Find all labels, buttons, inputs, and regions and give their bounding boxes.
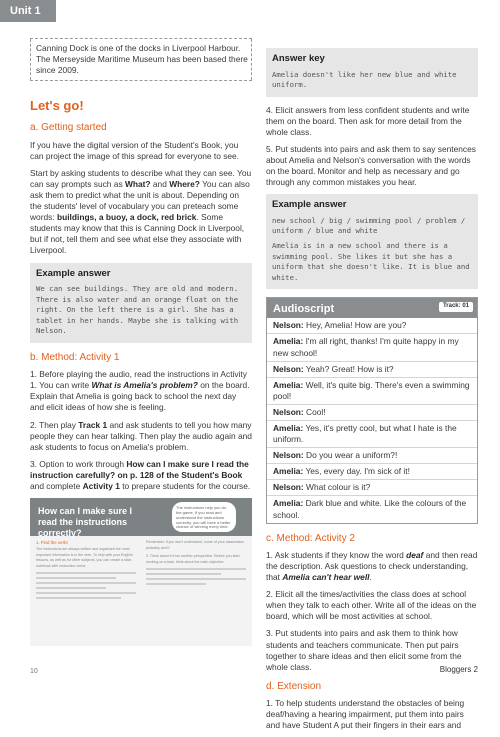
- audioscript-line: [267, 362, 477, 378]
- section-d-title: d. Extension: [266, 680, 322, 692]
- track-badge: Track: 01: [439, 302, 473, 312]
- section-c-p1: 1. Ask students if they know the word deaf and then read the description. Ask questions to check understanding, that Amelia can't hear well.: [266, 549, 478, 583]
- audioscript-title: Audioscript: [273, 303, 335, 316]
- speaker-line: What colour is it?: [306, 482, 371, 493]
- example-answer-2-title: Example answer: [272, 199, 347, 211]
- section-a-p2: Start by asking students to describe what they can see. You can say prompts such as What? and Where? You can also ask them to predict what the unit is about. Depending on the students' level of vocabulary you can preteach some words: buildings, a buoy, a dock, red brick. Some students may know that this is Canning Dock in Liverpool, but if not, tell them and see what else they associate with Liverpool.: [30, 167, 252, 256]
- example-answer-2-line1: new school / big / swimming pool / problem / uniform / blue and white: [272, 215, 466, 236]
- right-p5: 5. Put students into pairs and ask them to say sentences about Amelia and Nelson's conversation with the words on the board. Monitor and help as necessary and go through any common mistakes you hear.: [266, 143, 476, 188]
- audioscript-header: [267, 298, 477, 318]
- section-b-p2: 2. Then play Track 1 and ask students to tell you how many people they can hear talking. Then play the audio again and ask students to focus on Amelia's problem.: [30, 419, 252, 452]
- how-can-title: How can I make sure I read the instructions correctly? The instructions help you do the game. If you read and understand the instructions correctly, you will have a better chance of winning every time.: [30, 498, 252, 536]
- left-column: [30, 38, 252, 646]
- section-c-p3: 3. Put students into pairs and ask them to think how students and teachers communicate. Then put pairs together to share ideas and then elicit some from the whole class.: [266, 628, 462, 672]
- speaker-line: Yes, it's pretty cool, but what I hate is the uniform.: [273, 423, 457, 445]
- page-number: 10: [30, 668, 38, 675]
- speaker-line: Yeah? Great! How is it?: [305, 363, 394, 374]
- answer-key-text: Amelia doesn't like her new blue and white uniform.: [272, 69, 457, 90]
- how-can-bubble: The instructions help you do the game. If you read and understand the instructions correctly, you will have a better chance of winning every time.: [172, 502, 236, 532]
- speaker-name: Amelia:: [273, 379, 304, 390]
- audioscript-line: [267, 448, 477, 464]
- speaker-name: Amelia:: [273, 336, 304, 347]
- speaker-line: Well, it's quite big. There's even a swimming pool!: [273, 379, 470, 401]
- right-p4: 4. Elicit answers from less confident students and write them on the board. Then ask for more detail from the whole class.: [266, 104, 470, 137]
- example-answer-1: [30, 263, 252, 343]
- speaker-name: Nelson:: [273, 363, 304, 374]
- speaker-name: Amelia:: [273, 498, 304, 509]
- answer-key-box: [266, 48, 478, 97]
- how-can-col-1: 1. Find the verb! The instructions are always written and organised the most important information is in the verb. To help with your English lessons, as well as for other subjects, you can create a stick notebook with instruction verbs.: [36, 540, 136, 602]
- answer-key-title: Answer key: [272, 53, 325, 64]
- example-answer-1-text: We can see buildings. They are old and modern. There is also water and an orange float on the right. On the left there is a girl. She has a tablet in her hands. Maybe she is talking with Nelson.: [36, 284, 239, 336]
- speaker-line: Cool!: [306, 406, 326, 417]
- speaker-name: Nelson:: [273, 320, 304, 331]
- section-b-p3: 3. Option to work through How can I make sure I read the instruction carefully? on p. 128 of the Student's Book and complete Activity 1 to prepare students for the course.: [30, 458, 251, 492]
- speaker-name: Amelia:: [273, 466, 304, 477]
- section-b-title: b. Method: Activity 1: [30, 351, 120, 363]
- speaker-line: I'm all right, thanks! I'm quite happy in my new school!: [273, 336, 459, 358]
- unit-tab: Unit 1: [0, 0, 56, 22]
- section-c-p2: 2. Elicit all the times/activities the class does at school when they talk to each other. Write all of the ideas on the board, which will be most activities at school.: [266, 589, 477, 622]
- speaker-line: Dark blue and white. Like the colours of the school.: [273, 498, 467, 520]
- speaker-name: Nelson:: [273, 450, 304, 461]
- audioscript-line: [267, 378, 477, 405]
- speaker-line: Hey, Amelia! How are you?: [306, 320, 407, 331]
- speaker-line: Yes, every day. I'm sick of it!: [305, 466, 410, 477]
- audioscript-lines: [267, 318, 477, 522]
- how-can-thumbnail: [30, 498, 252, 646]
- section-c-title: c. Method: Activity 2: [266, 532, 355, 544]
- speaker-line: Do you wear a uniform?!: [306, 450, 398, 461]
- speaker-name: Nelson:: [273, 482, 304, 493]
- example-answer-1-title: Example answer: [36, 267, 111, 279]
- section-d-p1: 1. To help students understand the obstacles of being deaf/having a hearing impairment, put them into pairs and have Student A put their fingers in their ears and: [266, 697, 465, 731]
- audioscript-line: [267, 496, 477, 522]
- audioscript-box: [266, 297, 478, 523]
- intro-box: [30, 38, 252, 81]
- audioscript-line: [267, 480, 477, 496]
- section-b-p1: 1. Before playing the audio, read the instructions in Activity 1. You can write What is Amelia's problem? on the board. Explain that Amelia is going back to school the next day and elicit ideas of how she is feeling.: [30, 369, 250, 413]
- speaker-name: Nelson:: [273, 406, 304, 417]
- audioscript-line: [267, 421, 477, 448]
- audioscript-line: [267, 405, 477, 421]
- section-a-title: a. Getting started: [30, 122, 107, 134]
- example-answer-2-line2: Amelia is in a new school and there is a swimming pool. She likes it but she has a uniform that she doesn't like. It is blue and white.: [272, 241, 470, 282]
- section-a-p1: If you have the digital version of the Student's Book, you can project the image of this spread for everyone to see.: [30, 139, 240, 161]
- right-column: [266, 48, 478, 737]
- audioscript-line: [267, 464, 477, 480]
- audioscript-line: [267, 334, 477, 361]
- how-can-col-2: Remember: if you don't understand, some of your classmates probably don't! 3. Think about it from another perspective. Before you start working on a task, think about the main objective.: [146, 540, 246, 588]
- footer-brand: Bloggers 2: [439, 665, 478, 674]
- intro-text: Canning Dock is one of the docks in Liverpool Harbour. The Merseyside Maritime Museum has been based there since 2009.: [36, 43, 248, 76]
- audioscript-line: [267, 318, 477, 334]
- main-heading: Let's go!: [30, 98, 84, 114]
- speaker-name: Amelia:: [273, 423, 304, 433]
- example-answer-2: [266, 194, 478, 289]
